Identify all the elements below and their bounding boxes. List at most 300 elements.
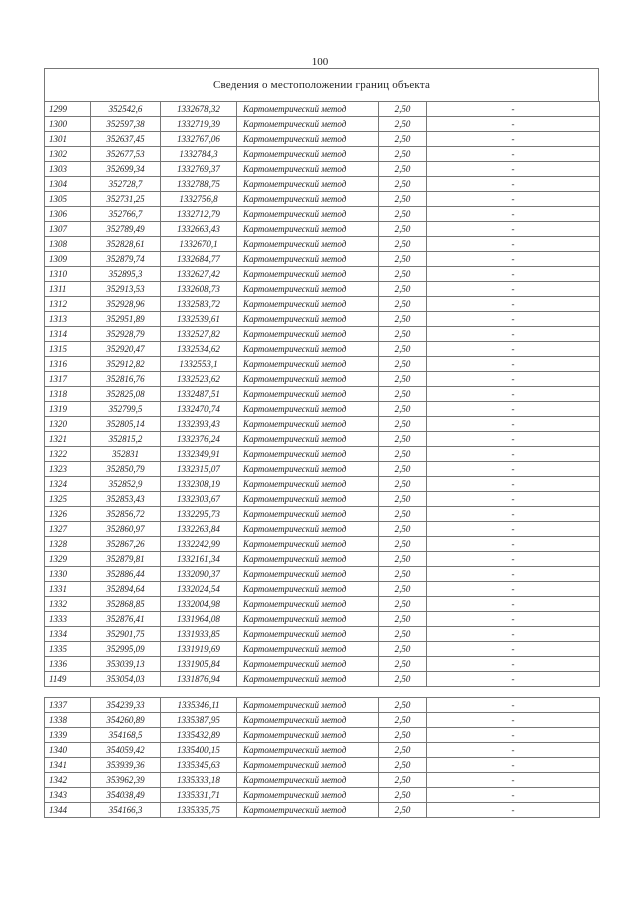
table-row [45, 207, 600, 222]
x-coordinate-cell: 352852,9 [91, 477, 161, 492]
table-row [45, 657, 600, 672]
point-number-cell: 1333 [45, 612, 91, 627]
point-number-cell: 1316 [45, 357, 91, 372]
y-coordinate-cell: 1332242,99 [161, 537, 237, 552]
page-number: 100 [311, 56, 329, 68]
y-coordinate-cell: 1332767,06 [161, 132, 237, 147]
note-cell: - [427, 477, 600, 492]
method-cell: Картометрический метод [237, 207, 379, 222]
y-coordinate-cell: 1332769,37 [161, 162, 237, 177]
y-coordinate-cell: 1335387,95 [161, 713, 237, 728]
table-row [45, 728, 600, 743]
note-cell: - [427, 177, 600, 192]
point-number-cell: 1302 [45, 147, 91, 162]
point-number-cell: 1312 [45, 297, 91, 312]
accuracy-cell: 2,50 [379, 102, 427, 117]
y-coordinate-cell: 1332756,8 [161, 192, 237, 207]
table-row [45, 252, 600, 267]
x-coordinate-cell: 352920,47 [91, 342, 161, 357]
method-cell: Картометрический метод [237, 342, 379, 357]
coordinates-table-body-2 [45, 698, 600, 818]
y-coordinate-cell: 1332487,51 [161, 387, 237, 402]
method-cell: Картометрический метод [237, 372, 379, 387]
point-number-cell: 1314 [45, 327, 91, 342]
x-coordinate-cell: 352868,85 [91, 597, 161, 612]
note-cell: - [427, 117, 600, 132]
table-row [45, 192, 600, 207]
y-coordinate-cell: 1332295,73 [161, 507, 237, 522]
note-cell: - [427, 507, 600, 522]
note-cell: - [427, 327, 600, 342]
coordinates-table [44, 101, 600, 818]
note-cell: - [427, 582, 600, 597]
y-coordinate-cell: 1332303,67 [161, 492, 237, 507]
note-cell: - [427, 728, 600, 743]
table-row [45, 147, 600, 162]
note-cell: - [427, 537, 600, 552]
point-number-cell: 1311 [45, 282, 91, 297]
x-coordinate-cell: 354168,5 [91, 728, 161, 743]
method-cell: Картометрический метод [237, 117, 379, 132]
accuracy-cell: 2,50 [379, 192, 427, 207]
x-coordinate-cell: 353039,13 [91, 657, 161, 672]
y-coordinate-cell: 1332315,07 [161, 462, 237, 477]
table-row [45, 522, 600, 537]
x-coordinate-cell: 352879,81 [91, 552, 161, 567]
table-row [45, 507, 600, 522]
y-coordinate-cell: 1335432,89 [161, 728, 237, 743]
note-cell: - [427, 672, 600, 687]
note-cell: - [427, 387, 600, 402]
point-number-cell: 1327 [45, 522, 91, 537]
y-coordinate-cell: 1332663,43 [161, 222, 237, 237]
x-coordinate-cell: 353054,03 [91, 672, 161, 687]
accuracy-cell: 2,50 [379, 372, 427, 387]
method-cell: Картометрический метод [237, 222, 379, 237]
accuracy-cell: 2,50 [379, 357, 427, 372]
method-cell: Картометрический метод [237, 713, 379, 728]
x-coordinate-cell: 352728,7 [91, 177, 161, 192]
point-number-cell: 1339 [45, 728, 91, 743]
point-number-cell: 1335 [45, 642, 91, 657]
accuracy-cell: 2,50 [379, 657, 427, 672]
method-cell: Картометрический метод [237, 672, 379, 687]
method-cell: Картометрический метод [237, 507, 379, 522]
point-number-cell: 1303 [45, 162, 91, 177]
note-cell: - [427, 567, 600, 582]
x-coordinate-cell: 352860,97 [91, 522, 161, 537]
point-number-cell: 1306 [45, 207, 91, 222]
x-coordinate-cell: 352677,53 [91, 147, 161, 162]
y-coordinate-cell: 1332308,19 [161, 477, 237, 492]
point-number-cell: 1330 [45, 567, 91, 582]
x-coordinate-cell: 354166,3 [91, 803, 161, 818]
point-number-cell: 1300 [45, 117, 91, 132]
accuracy-cell: 2,50 [379, 447, 427, 462]
accuracy-cell: 2,50 [379, 417, 427, 432]
y-coordinate-cell: 1332583,72 [161, 297, 237, 312]
method-cell: Картометрический метод [237, 657, 379, 672]
gap-row [45, 687, 600, 698]
point-number-cell: 1304 [45, 177, 91, 192]
point-number-cell: 1318 [45, 387, 91, 402]
accuracy-cell: 2,50 [379, 387, 427, 402]
note-cell: - [427, 743, 600, 758]
point-number-cell: 1326 [45, 507, 91, 522]
table-row [45, 402, 600, 417]
table-row [45, 582, 600, 597]
note-cell: - [427, 597, 600, 612]
table-row [45, 462, 600, 477]
note-cell: - [427, 147, 600, 162]
method-cell: Картометрический метод [237, 642, 379, 657]
point-number-cell: 1329 [45, 552, 91, 567]
table-row [45, 447, 600, 462]
accuracy-cell: 2,50 [379, 267, 427, 282]
method-cell: Картометрический метод [237, 522, 379, 537]
method-cell: Картометрический метод [237, 537, 379, 552]
note-cell: - [427, 282, 600, 297]
y-coordinate-cell: 1332784,3 [161, 147, 237, 162]
table-row [45, 102, 600, 117]
table-row [45, 492, 600, 507]
y-coordinate-cell: 1332349,91 [161, 447, 237, 462]
table-row [45, 327, 600, 342]
point-number-cell: 1328 [45, 537, 91, 552]
accuracy-cell: 2,50 [379, 567, 427, 582]
x-coordinate-cell: 352799,5 [91, 402, 161, 417]
point-number-cell: 1336 [45, 657, 91, 672]
note-cell: - [427, 192, 600, 207]
accuracy-cell: 2,50 [379, 492, 427, 507]
point-number-cell: 1331 [45, 582, 91, 597]
note-cell: - [427, 552, 600, 567]
x-coordinate-cell: 352928,79 [91, 327, 161, 342]
point-number-cell: 1342 [45, 773, 91, 788]
method-cell: Картометрический метод [237, 132, 379, 147]
accuracy-cell: 2,50 [379, 282, 427, 297]
x-coordinate-cell: 352886,44 [91, 567, 161, 582]
y-coordinate-cell: 1332712,79 [161, 207, 237, 222]
note-cell: - [427, 132, 600, 147]
note-cell: - [427, 267, 600, 282]
accuracy-cell: 2,50 [379, 342, 427, 357]
x-coordinate-cell: 352816,76 [91, 372, 161, 387]
accuracy-cell: 2,50 [379, 207, 427, 222]
point-number-cell: 1321 [45, 432, 91, 447]
table-title: Сведения о местоположении границ объекта [44, 68, 599, 101]
accuracy-cell: 2,50 [379, 552, 427, 567]
accuracy-cell: 2,50 [379, 162, 427, 177]
x-coordinate-cell: 352815,2 [91, 432, 161, 447]
method-cell: Картометрический метод [237, 192, 379, 207]
y-coordinate-cell: 1332539,61 [161, 312, 237, 327]
method-cell: Картометрический метод [237, 282, 379, 297]
method-cell: Картометрический метод [237, 387, 379, 402]
accuracy-cell: 2,50 [379, 297, 427, 312]
y-coordinate-cell: 1332024,54 [161, 582, 237, 597]
x-coordinate-cell: 352901,75 [91, 627, 161, 642]
method-cell: Картометрический метод [237, 492, 379, 507]
table-gap [45, 687, 600, 698]
y-coordinate-cell: 1331933,85 [161, 627, 237, 642]
y-coordinate-cell: 1332523,62 [161, 372, 237, 387]
point-number-cell: 1337 [45, 698, 91, 713]
point-number-cell: 1307 [45, 222, 91, 237]
x-coordinate-cell: 352913,53 [91, 282, 161, 297]
note-cell: - [427, 297, 600, 312]
note-cell: - [427, 252, 600, 267]
x-coordinate-cell: 354239,33 [91, 698, 161, 713]
x-coordinate-cell: 352850,79 [91, 462, 161, 477]
note-cell: - [427, 222, 600, 237]
table-row [45, 788, 600, 803]
x-coordinate-cell: 352828,61 [91, 237, 161, 252]
x-coordinate-cell: 352879,74 [91, 252, 161, 267]
method-cell: Картометрический метод [237, 447, 379, 462]
note-cell: - [427, 773, 600, 788]
table-row [45, 267, 600, 282]
y-coordinate-cell: 1332376,24 [161, 432, 237, 447]
method-cell: Картометрический метод [237, 597, 379, 612]
accuracy-cell: 2,50 [379, 537, 427, 552]
x-coordinate-cell: 352831 [91, 447, 161, 462]
note-cell: - [427, 642, 600, 657]
y-coordinate-cell: 1332527,82 [161, 327, 237, 342]
method-cell: Картометрический метод [237, 297, 379, 312]
y-coordinate-cell: 1335400,15 [161, 743, 237, 758]
note-cell: - [427, 402, 600, 417]
x-coordinate-cell: 353962,39 [91, 773, 161, 788]
accuracy-cell: 2,50 [379, 642, 427, 657]
note-cell: - [427, 312, 600, 327]
point-number-cell: 1309 [45, 252, 91, 267]
x-coordinate-cell: 352766,7 [91, 207, 161, 222]
table-row [45, 773, 600, 788]
note-cell: - [427, 492, 600, 507]
y-coordinate-cell: 1332393,43 [161, 417, 237, 432]
method-cell: Картометрический метод [237, 477, 379, 492]
note-cell: - [427, 803, 600, 818]
method-cell: Картометрический метод [237, 803, 379, 818]
x-coordinate-cell: 352853,43 [91, 492, 161, 507]
y-coordinate-cell: 1332553,1 [161, 357, 237, 372]
accuracy-cell: 2,50 [379, 758, 427, 773]
y-coordinate-cell: 1332719,39 [161, 117, 237, 132]
method-cell: Картометрический метод [237, 267, 379, 282]
point-number-cell: 1338 [45, 713, 91, 728]
table-row [45, 627, 600, 642]
accuracy-cell: 2,50 [379, 222, 427, 237]
table-row [45, 698, 600, 713]
note-cell: - [427, 447, 600, 462]
note-cell: - [427, 698, 600, 713]
y-coordinate-cell: 1332608,73 [161, 282, 237, 297]
table-row [45, 162, 600, 177]
x-coordinate-cell: 352894,64 [91, 582, 161, 597]
method-cell: Картометрический метод [237, 162, 379, 177]
x-coordinate-cell: 352597,38 [91, 117, 161, 132]
method-cell: Картометрический метод [237, 567, 379, 582]
point-number-cell: 1340 [45, 743, 91, 758]
point-number-cell: 1332 [45, 597, 91, 612]
y-coordinate-cell: 1331964,08 [161, 612, 237, 627]
y-coordinate-cell: 1332004,98 [161, 597, 237, 612]
accuracy-cell: 2,50 [379, 147, 427, 162]
point-number-cell: 1313 [45, 312, 91, 327]
table-row [45, 758, 600, 773]
table-row [45, 357, 600, 372]
accuracy-cell: 2,50 [379, 803, 427, 818]
table-row [45, 417, 600, 432]
y-coordinate-cell: 1331919,69 [161, 642, 237, 657]
method-cell: Картометрический метод [237, 417, 379, 432]
x-coordinate-cell: 352699,34 [91, 162, 161, 177]
point-number-cell: 1322 [45, 447, 91, 462]
method-cell: Картометрический метод [237, 147, 379, 162]
table-row [45, 237, 600, 252]
method-cell: Картометрический метод [237, 788, 379, 803]
note-cell: - [427, 207, 600, 222]
note-cell: - [427, 713, 600, 728]
point-number-cell: 1344 [45, 803, 91, 818]
table-row [45, 743, 600, 758]
y-coordinate-cell: 1332684,77 [161, 252, 237, 267]
point-number-cell: 1310 [45, 267, 91, 282]
y-coordinate-cell: 1331876,94 [161, 672, 237, 687]
table-row [45, 552, 600, 567]
method-cell: Картометрический метод [237, 758, 379, 773]
point-number-cell: 1308 [45, 237, 91, 252]
accuracy-cell: 2,50 [379, 312, 427, 327]
x-coordinate-cell: 354059,42 [91, 743, 161, 758]
x-coordinate-cell: 352637,45 [91, 132, 161, 147]
x-coordinate-cell: 352542,6 [91, 102, 161, 117]
point-number-cell: 1149 [45, 672, 91, 687]
method-cell: Картометрический метод [237, 432, 379, 447]
method-cell: Картометрический метод [237, 728, 379, 743]
method-cell: Картометрический метод [237, 102, 379, 117]
accuracy-cell: 2,50 [379, 507, 427, 522]
method-cell: Картометрический метод [237, 773, 379, 788]
note-cell: - [427, 342, 600, 357]
method-cell: Картометрический метод [237, 177, 379, 192]
accuracy-cell: 2,50 [379, 698, 427, 713]
table-row [45, 222, 600, 237]
note-cell: - [427, 237, 600, 252]
point-number-cell: 1301 [45, 132, 91, 147]
note-cell: - [427, 788, 600, 803]
accuracy-cell: 2,50 [379, 132, 427, 147]
method-cell: Картометрический метод [237, 237, 379, 252]
point-number-cell: 1325 [45, 492, 91, 507]
note-cell: - [427, 612, 600, 627]
point-number-cell: 1320 [45, 417, 91, 432]
point-number-cell: 1319 [45, 402, 91, 417]
accuracy-cell: 2,50 [379, 672, 427, 687]
point-number-cell: 1324 [45, 477, 91, 492]
x-coordinate-cell: 352789,49 [91, 222, 161, 237]
accuracy-cell: 2,50 [379, 477, 427, 492]
method-cell: Картометрический метод [237, 627, 379, 642]
point-number-cell: 1317 [45, 372, 91, 387]
table-row [45, 713, 600, 728]
method-cell: Картометрический метод [237, 698, 379, 713]
x-coordinate-cell: 353939,36 [91, 758, 161, 773]
accuracy-cell: 2,50 [379, 597, 427, 612]
accuracy-cell: 2,50 [379, 117, 427, 132]
table-row [45, 432, 600, 447]
accuracy-cell: 2,50 [379, 773, 427, 788]
y-coordinate-cell: 1332090,37 [161, 567, 237, 582]
note-cell: - [427, 522, 600, 537]
note-cell: - [427, 372, 600, 387]
table-row [45, 567, 600, 582]
x-coordinate-cell: 352805,14 [91, 417, 161, 432]
y-coordinate-cell: 1332161,34 [161, 552, 237, 567]
accuracy-cell: 2,50 [379, 252, 427, 267]
x-coordinate-cell: 352856,72 [91, 507, 161, 522]
x-coordinate-cell: 352731,25 [91, 192, 161, 207]
x-coordinate-cell: 352867,26 [91, 537, 161, 552]
y-coordinate-cell: 1332678,32 [161, 102, 237, 117]
y-coordinate-cell: 1335335,75 [161, 803, 237, 818]
accuracy-cell: 2,50 [379, 432, 427, 447]
boundary-table-section [44, 68, 599, 818]
point-number-cell: 1341 [45, 758, 91, 773]
y-coordinate-cell: 1332670,1 [161, 237, 237, 252]
x-coordinate-cell: 352951,89 [91, 312, 161, 327]
table-row [45, 597, 600, 612]
y-coordinate-cell: 1332788,75 [161, 177, 237, 192]
table-row [45, 282, 600, 297]
point-number-cell: 1299 [45, 102, 91, 117]
method-cell: Картометрический метод [237, 612, 379, 627]
method-cell: Картометрический метод [237, 582, 379, 597]
table-row [45, 672, 600, 687]
method-cell: Картометрический метод [237, 743, 379, 758]
note-cell: - [427, 162, 600, 177]
method-cell: Картометрический метод [237, 312, 379, 327]
x-coordinate-cell: 352825,08 [91, 387, 161, 402]
y-coordinate-cell: 1332627,42 [161, 267, 237, 282]
method-cell: Картометрический метод [237, 462, 379, 477]
accuracy-cell: 2,50 [379, 402, 427, 417]
accuracy-cell: 2,50 [379, 728, 427, 743]
table-row [45, 132, 600, 147]
y-coordinate-cell: 1332263,84 [161, 522, 237, 537]
accuracy-cell: 2,50 [379, 327, 427, 342]
accuracy-cell: 2,50 [379, 462, 427, 477]
point-number-cell: 1315 [45, 342, 91, 357]
table-row [45, 537, 600, 552]
point-number-cell: 1323 [45, 462, 91, 477]
accuracy-cell: 2,50 [379, 713, 427, 728]
table-row [45, 642, 600, 657]
x-coordinate-cell: 352895,3 [91, 267, 161, 282]
accuracy-cell: 2,50 [379, 237, 427, 252]
note-cell: - [427, 357, 600, 372]
point-number-cell: 1343 [45, 788, 91, 803]
note-cell: - [427, 102, 600, 117]
table-row [45, 372, 600, 387]
y-coordinate-cell: 1335331,71 [161, 788, 237, 803]
table-row [45, 312, 600, 327]
table-row [45, 803, 600, 818]
accuracy-cell: 2,50 [379, 612, 427, 627]
point-number-cell: 1305 [45, 192, 91, 207]
note-cell: - [427, 758, 600, 773]
